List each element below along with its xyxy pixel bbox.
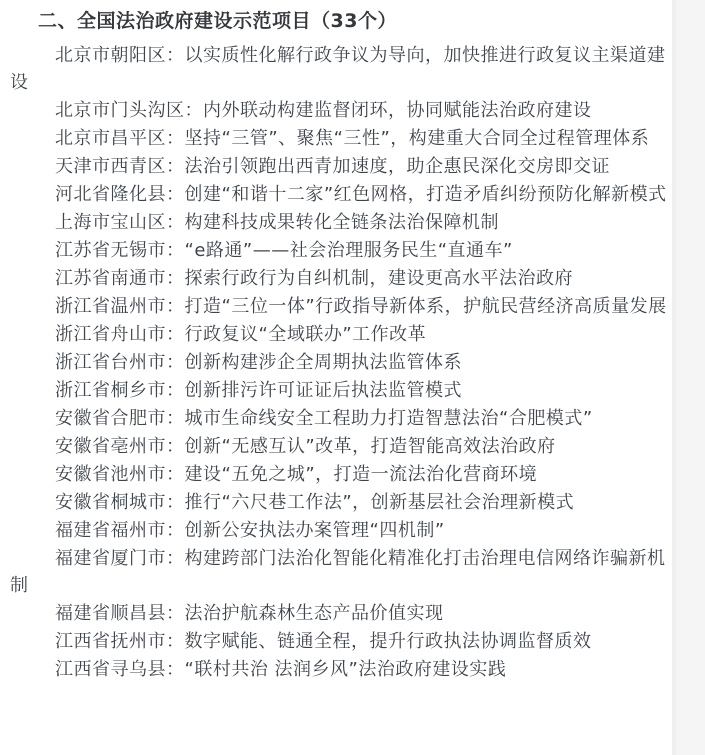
list-item: 江苏省南通市：探索行政行为自纠机制，建设更高水平法治政府 [55,268,573,289]
list-item: 福建省顺昌县：法治护航森林生态产品价值实现 [55,603,444,624]
section-heading: 二、全国法治政府建设示范项目（33个） [38,10,397,32]
list-item: 安徽省桐城市：推行“六尺巷工作法”，创新基层社会治理新模式 [55,492,575,513]
list-item: 福建省福州市：创新公安执法办案管理“四机制” [55,520,445,541]
page-gutter [672,0,705,755]
list-item: 北京市门头沟区：内外联动构建监督闭环，协同赋能法治政府建设 [55,100,592,121]
list-item: 安徽省合肥市：城市生命线安全工程助力打造智慧法治“合肥模式” [55,408,593,429]
list-item: 福建省厦门市：构建跨部门法治化智能化精准化打击治理电信网络诈骗新机制 [10,548,666,596]
article-body [10,7,670,684]
list-item: 浙江省舟山市：行政复议“全域联办”工作改革 [55,324,427,345]
list-item: 北京市朝阳区：以实质性化解行政争议为导向，加快推进行政复议主渠道建设 [10,45,666,93]
list-item: 江苏省无锡市：“e路通”——社会治理服务民生“直通车” [55,240,513,261]
list-item: 浙江省温州市：打造“三位一体”行政指导新体系，护航民营经济高质量发展 [55,296,667,317]
list-item: 河北省隆化县：创建“和谐十二家”红色网格，打造矛盾纠纷预防化解新模式 [55,184,667,205]
list-item: 安徽省亳州市：创新“无感互认”改革，打造智能高效法治政府 [55,436,556,457]
list-item: 浙江省台州市：创新构建涉企全周期执法监管体系 [55,352,462,373]
list-item: 北京市昌平区：坚持“三管”、聚焦“三性”，构建重大合同全过程管理体系 [55,128,650,149]
list-item: 江西省抚州市：数字赋能、链通全程，提升行政执法协调监督质效 [55,631,592,652]
list-item: 上海市宝山区：构建科技成果转化全链条法治保障机制 [55,212,499,233]
list-item: 安徽省池州市：建设“五免之城”，打造一流法治化营商环境 [55,464,538,485]
list-item: 江西省寻乌县：“联村共治 法润乡风”法治政府建设实践 [55,659,507,680]
list-item: 浙江省桐乡市：创新排污许可证证后执法监管模式 [55,380,462,401]
list-item: 天津市西青区：法治引领跑出西青加速度，助企惠民深化交房即交证 [55,156,610,177]
